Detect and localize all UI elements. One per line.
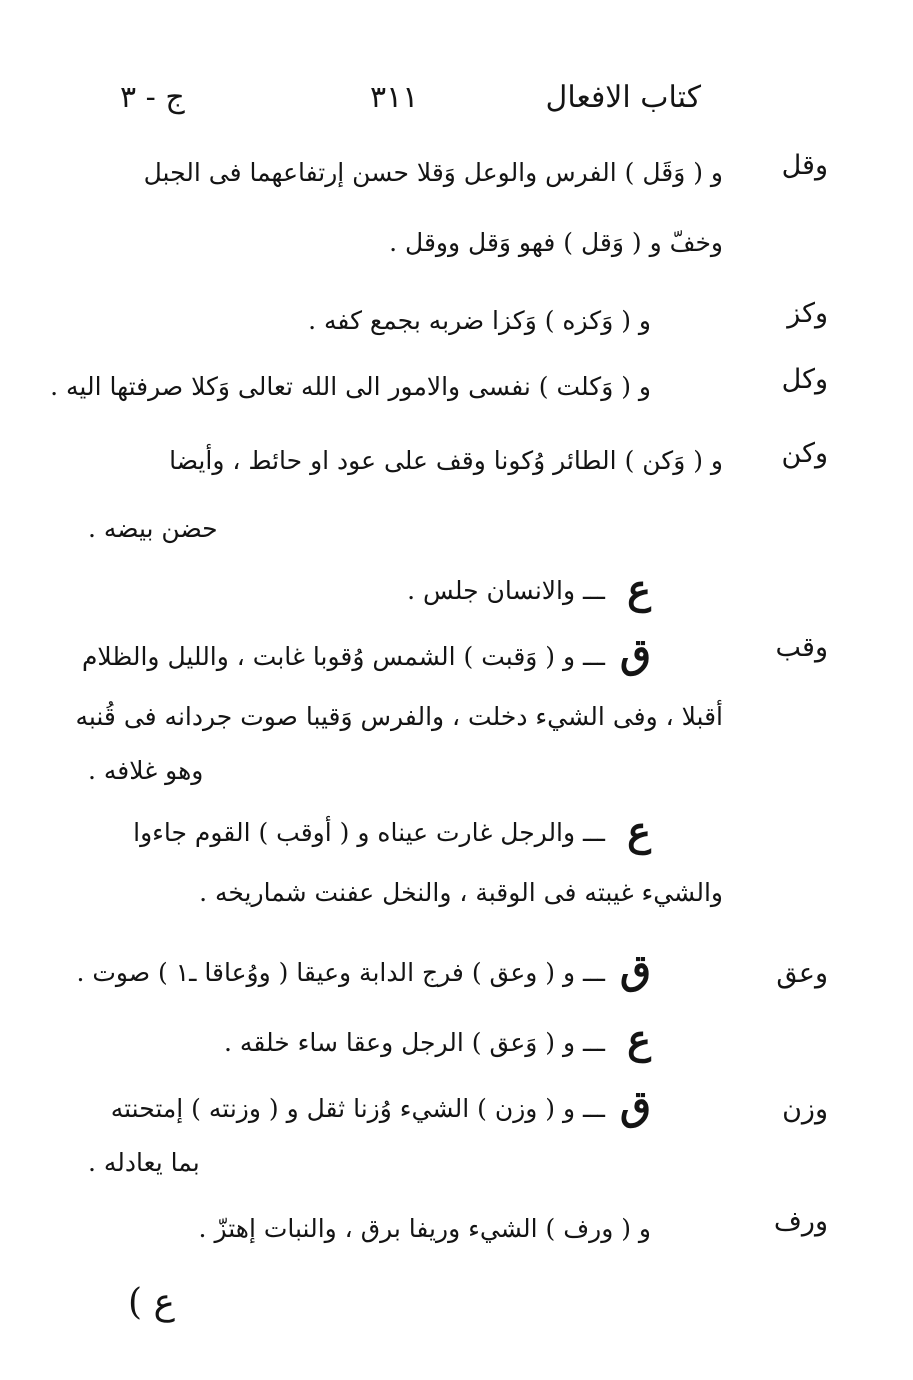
headword-waraf: ورف (773, 1206, 828, 1237)
marker-qaf: ق (619, 630, 651, 677)
entry-line: والشيء غيبته فى الوقبة ، والنخل عفنت شماريخه . (199, 878, 723, 907)
page-number: ٣١١ (370, 80, 419, 115)
headword-wakl: وكل (781, 364, 828, 395)
entry-line: بما يعادله . (88, 1148, 200, 1177)
entry-line: وهو غلافه . (88, 756, 204, 785)
entry-line: و ( وَكلت ) نفسى والامور الى الله تعالى وَكلا صرفتها اليه . (50, 372, 651, 401)
headword-waql: وقل (781, 150, 828, 181)
book-title: كتاب الافعال (545, 80, 701, 115)
entry-line: و ( وَقَل ) الفرس والوعل وَقلا حسن إرتفاعهما فى الجبل (143, 158, 723, 187)
headword-waaq: وعق (776, 958, 828, 989)
entry-line: و ( ورف ) الشيء وريفا برق ، والنبات إهتزّ . (198, 1214, 651, 1243)
volume-label: ج - ٣ (120, 80, 185, 115)
headword-wakn: وكن (781, 438, 828, 469)
entry-line: ـــ و ( وَعق ) الرجل وعقا ساء خلقه . (224, 1028, 605, 1057)
entry-line: ـــ و ( وزن ) الشيء وُزنا ثقل و ( وزنته ) إمتحنته (110, 1094, 605, 1123)
marker-qaf: ق (619, 1082, 651, 1129)
entry-line: ـــ و ( وَقبت ) الشمس وُقوبا غابت ، والليل والظلام (81, 642, 605, 671)
headword-wakz: وكز (787, 298, 828, 329)
entry-line: أقبلا ، وفى الشيء دخلت ، والفرس وَقيبا صوت جردانه فى قُنبه (75, 702, 723, 731)
entry-line: و ( وَكن ) الطائر وُكونا وقف على عود او حائط ، وأيضا (169, 446, 723, 475)
entry-line: ـــ و ( وعق ) فرج الدابة وعيقا ( ووُعاقا ـ١ ) صوت . (76, 958, 605, 987)
marker-ain: ع (627, 808, 651, 855)
headword-wazn: وزن (782, 1094, 828, 1125)
marker-ain: ع (627, 566, 651, 613)
entry-line: ـــ والرجل غارت عيناه و ( أوقب ) القوم جاءوا (133, 818, 605, 847)
marker-qaf: ق (619, 946, 651, 993)
entry-line: حضن بيضه . (88, 514, 218, 543)
marker-ain: ع (627, 1016, 651, 1063)
entry-line: ـــ والانسان جلس . (407, 576, 605, 605)
footer-mark: ع ) (128, 1282, 175, 1323)
entry-line: و ( وَكزه ) وَكزا ضربه بجمع كفه . (308, 306, 651, 335)
entry-line: وخفّ و ( وَقل ) فهو وَقل ووقل . (389, 228, 723, 257)
headword-waqb: وقب (775, 632, 828, 663)
